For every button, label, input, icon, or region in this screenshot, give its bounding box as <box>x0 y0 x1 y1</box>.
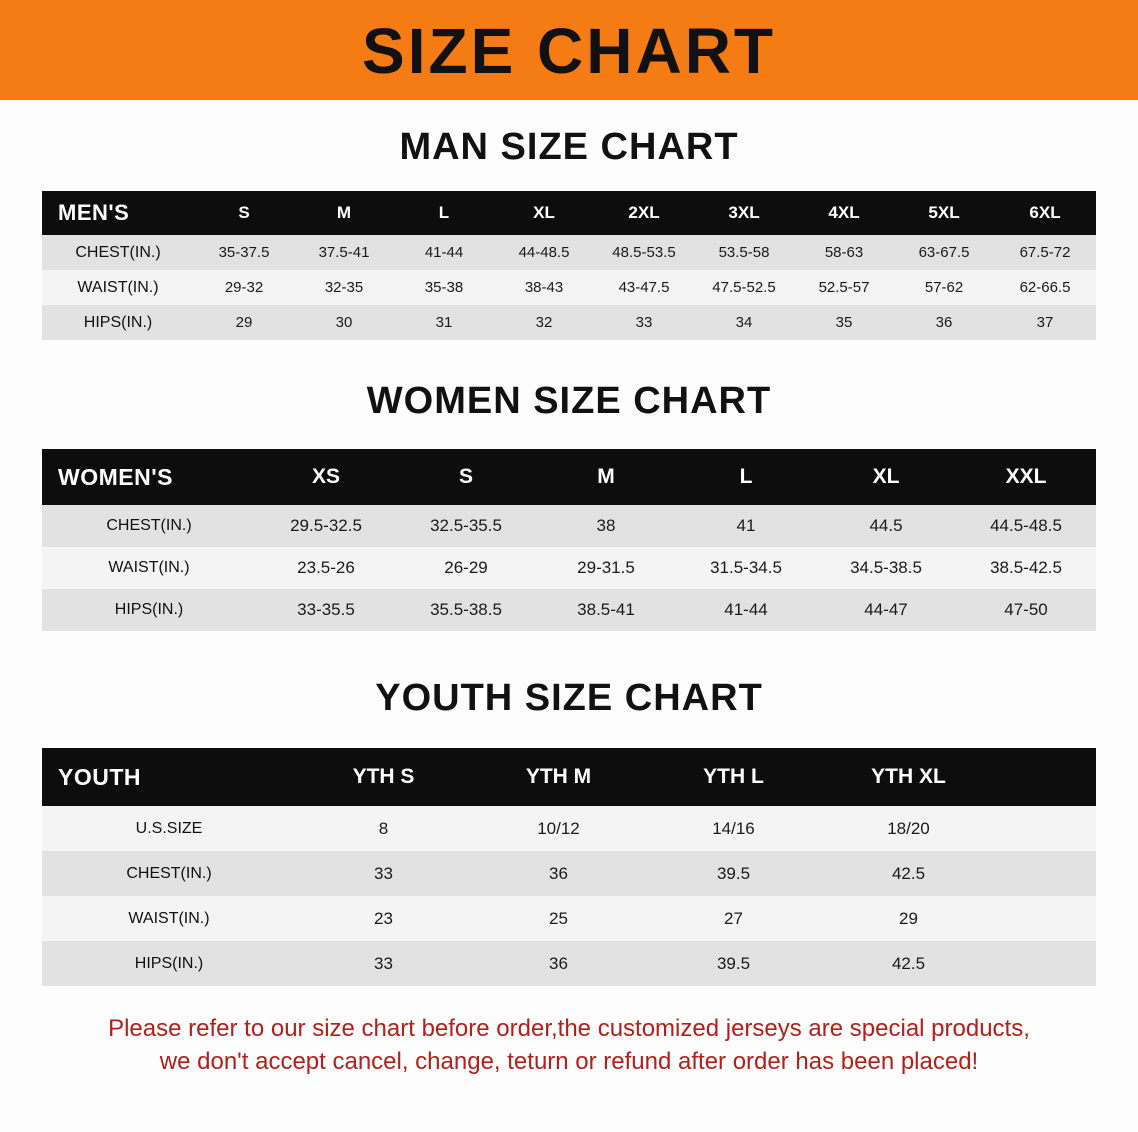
men-chest-9: 67.5-72 <box>994 235 1096 270</box>
men-row-label-chest: CHEST(IN.) <box>42 235 194 270</box>
men-col-5: 2XL <box>594 191 694 235</box>
men-chest-7: 58-63 <box>794 235 894 270</box>
table-row <box>42 305 1096 340</box>
men-waist-8: 57-62 <box>894 270 994 305</box>
youth-hips-2: 36 <box>471 941 646 986</box>
youth-ussize-2: 10/12 <box>471 806 646 851</box>
youth-waist-2: 25 <box>471 896 646 941</box>
youth-ussize-empty <box>996 806 1096 851</box>
youth-col-2: YTH M <box>471 748 646 806</box>
women-section-title: WOMEN SIZE CHART <box>366 380 772 422</box>
women-hips-1: 33-35.5 <box>256 589 396 631</box>
men-hips-9: 37 <box>994 305 1096 340</box>
youth-ussize-4: 18/20 <box>821 806 996 851</box>
table-row <box>42 270 1096 305</box>
table-row <box>42 806 1096 851</box>
youth-row-label-ussize: U.S.SIZE <box>42 806 296 851</box>
men-hips-2: 30 <box>294 305 394 340</box>
table-row <box>42 851 1096 896</box>
women-col-1: XS <box>256 449 396 505</box>
youth-hips-3: 39.5 <box>646 941 821 986</box>
youth-waist-4: 29 <box>821 896 996 941</box>
youth-row-label-hips: HIPS(IN.) <box>42 941 296 986</box>
table-header-row <box>42 748 1096 806</box>
man-table-wrapper <box>0 191 1138 340</box>
youth-chest-2: 36 <box>471 851 646 896</box>
youth-chest-3: 39.5 <box>646 851 821 896</box>
youth-waist-3: 27 <box>646 896 821 941</box>
youth-chest-empty <box>996 851 1096 896</box>
youth-ussize-1: 8 <box>296 806 471 851</box>
man-size-table <box>42 191 1096 340</box>
men-hips-1: 29 <box>194 305 294 340</box>
women-chest-2: 32.5-35.5 <box>396 505 536 547</box>
women-chest-6: 44.5-48.5 <box>956 505 1096 547</box>
disclaimer-line-2: we don't accept cancel, change, teturn or refund after order has been placed! <box>159 1048 979 1076</box>
table-row <box>42 941 1096 986</box>
table-row <box>42 505 1096 547</box>
men-chest-8: 63-67.5 <box>894 235 994 270</box>
men-waist-4: 38-43 <box>494 270 594 305</box>
women-row-label-chest: CHEST(IN.) <box>42 505 256 547</box>
men-chest-4: 44-48.5 <box>494 235 594 270</box>
men-hips-8: 36 <box>894 305 994 340</box>
women-row-label-waist: WAIST(IN.) <box>42 547 256 589</box>
youth-size-table <box>42 748 1096 986</box>
table-row <box>42 235 1096 270</box>
men-hips-3: 31 <box>394 305 494 340</box>
table-row <box>42 589 1096 631</box>
women-chest-4: 41 <box>676 505 816 547</box>
youth-hips-4: 42.5 <box>821 941 996 986</box>
men-waist-3: 35-38 <box>394 270 494 305</box>
women-hips-4: 41-44 <box>676 589 816 631</box>
women-chest-3: 38 <box>536 505 676 547</box>
youth-row-label-waist: WAIST(IN.) <box>42 896 296 941</box>
men-hips-7: 35 <box>794 305 894 340</box>
men-chest-6: 53.5-58 <box>694 235 794 270</box>
youth-waist-empty <box>996 896 1096 941</box>
men-hips-6: 34 <box>694 305 794 340</box>
youth-header-label: YOUTH <box>42 748 296 806</box>
women-waist-6: 38.5-42.5 <box>956 547 1096 589</box>
men-chest-3: 41-44 <box>394 235 494 270</box>
page-title: SIZE CHART <box>362 15 776 87</box>
men-waist-9: 62-66.5 <box>994 270 1096 305</box>
youth-table-wrapper <box>0 748 1138 986</box>
table-row <box>42 896 1096 941</box>
youth-ussize-3: 14/16 <box>646 806 821 851</box>
men-waist-7: 52.5-57 <box>794 270 894 305</box>
men-col-4: XL <box>494 191 594 235</box>
men-hips-4: 32 <box>494 305 594 340</box>
women-col-6: XXL <box>956 449 1096 505</box>
women-col-2: S <box>396 449 536 505</box>
women-waist-2: 26-29 <box>396 547 536 589</box>
men-hips-5: 33 <box>594 305 694 340</box>
women-col-4: L <box>676 449 816 505</box>
men-row-label-hips: HIPS(IN.) <box>42 305 194 340</box>
women-hips-6: 47-50 <box>956 589 1096 631</box>
youth-col-3: YTH L <box>646 748 821 806</box>
youth-hips-1: 33 <box>296 941 471 986</box>
banner <box>0 0 1138 100</box>
women-header-label: WOMEN'S <box>42 449 256 505</box>
women-hips-5: 44-47 <box>816 589 956 631</box>
men-col-9: 6XL <box>994 191 1096 235</box>
women-hips-3: 38.5-41 <box>536 589 676 631</box>
youth-chest-1: 33 <box>296 851 471 896</box>
men-col-8: 5XL <box>894 191 994 235</box>
women-chest-5: 44.5 <box>816 505 956 547</box>
disclaimer-line-1: Please refer to our size chart before order,the customized jerseys are special products, <box>108 1015 1030 1042</box>
women-waist-4: 31.5-34.5 <box>676 547 816 589</box>
men-waist-1: 29-32 <box>194 270 294 305</box>
men-col-6: 3XL <box>694 191 794 235</box>
women-waist-5: 34.5-38.5 <box>816 547 956 589</box>
women-table-wrapper <box>0 449 1138 631</box>
women-col-3: M <box>536 449 676 505</box>
men-chest-1: 35-37.5 <box>194 235 294 270</box>
man-section-title: MAN SIZE CHART <box>399 126 739 168</box>
men-col-2: M <box>294 191 394 235</box>
youth-col-empty <box>996 748 1096 806</box>
youth-hips-empty <box>996 941 1096 986</box>
men-col-3: L <box>394 191 494 235</box>
women-chest-1: 29.5-32.5 <box>256 505 396 547</box>
men-chest-2: 37.5-41 <box>294 235 394 270</box>
youth-chest-4: 42.5 <box>821 851 996 896</box>
women-col-5: XL <box>816 449 956 505</box>
disclaimer-note <box>42 1012 1096 1078</box>
men-col-7: 4XL <box>794 191 894 235</box>
youth-col-4: YTH XL <box>821 748 996 806</box>
youth-col-1: YTH S <box>296 748 471 806</box>
men-waist-2: 32-35 <box>294 270 394 305</box>
women-waist-3: 29-31.5 <box>536 547 676 589</box>
table-row <box>42 547 1096 589</box>
women-waist-1: 23.5-26 <box>256 547 396 589</box>
men-waist-5: 43-47.5 <box>594 270 694 305</box>
youth-waist-1: 23 <box>296 896 471 941</box>
youth-section-title: YOUTH SIZE CHART <box>375 677 763 719</box>
women-size-table <box>42 449 1096 631</box>
men-col-1: S <box>194 191 294 235</box>
youth-row-label-chest: CHEST(IN.) <box>42 851 296 896</box>
men-chest-5: 48.5-53.5 <box>594 235 694 270</box>
men-header-label: MEN'S <box>42 191 194 235</box>
table-header-row <box>42 449 1096 505</box>
table-header-row <box>42 191 1096 235</box>
women-hips-2: 35.5-38.5 <box>396 589 536 631</box>
women-row-label-hips: HIPS(IN.) <box>42 589 256 631</box>
men-row-label-waist: WAIST(IN.) <box>42 270 194 305</box>
men-waist-6: 47.5-52.5 <box>694 270 794 305</box>
